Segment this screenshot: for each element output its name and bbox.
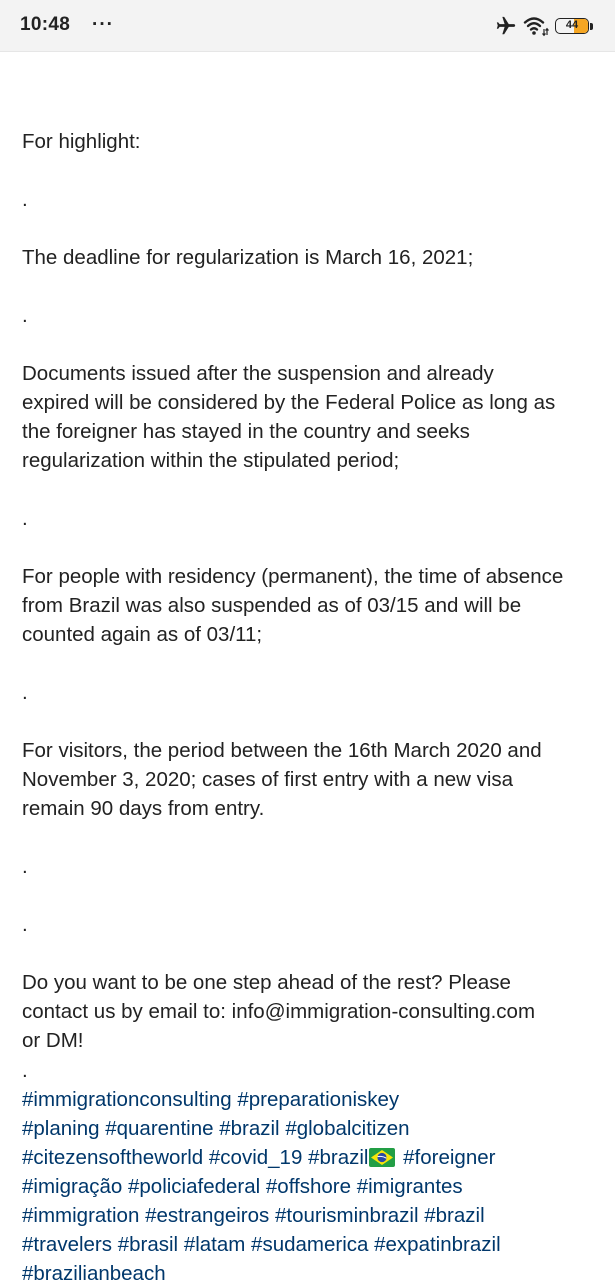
hashtag-link[interactable]: #imigrantes — [356, 1175, 463, 1198]
hashtag-link[interactable]: #globalcitizen — [285, 1117, 410, 1140]
hashtag-line — [22, 1085, 597, 1114]
brazil-flag-icon — [369, 1148, 395, 1167]
hashtag-link[interactable]: #sudamerica — [251, 1233, 369, 1256]
hashtag-link[interactable]: #imigração — [22, 1175, 123, 1198]
caption-line: or DM! — [22, 1029, 84, 1052]
hashtag-link[interactable]: #immigrationconsulting — [22, 1088, 232, 1111]
hashtag-line — [22, 1114, 597, 1143]
caption-line: November 3, 2020; cases of first entry with a new visa — [22, 768, 514, 791]
hashtag-line — [22, 1230, 597, 1259]
separator-dot: . — [22, 855, 28, 878]
battery-level: 44 — [565, 19, 579, 31]
separator-dot: . — [22, 681, 28, 704]
more-notifications-icon: ··· — [92, 14, 114, 35]
caption-line: For highlight: — [22, 130, 141, 153]
caption-line: The deadline for regularization is March 16, 2021; — [22, 246, 474, 269]
hashtag-link[interactable]: #policiafederal — [127, 1175, 261, 1198]
hashtag-link[interactable]: #covid_19 — [208, 1146, 303, 1169]
hashtag-link[interactable]: #preparationiskey — [237, 1088, 400, 1111]
hashtag-line — [22, 1259, 597, 1288]
hashtag-link[interactable]: #latam — [183, 1233, 246, 1256]
separator-dot: . — [22, 913, 28, 936]
hashtag-link[interactable]: #brazil — [424, 1204, 485, 1227]
caption-line: expired will be considered by the Federal Police as long as — [22, 391, 556, 414]
hashtag-line — [22, 1172, 597, 1201]
battery-icon — [555, 18, 589, 34]
hashtag-link[interactable]: #citezensoftheworld — [22, 1146, 204, 1169]
caption-line: Do you want to be one step ahead of the rest? Please — [22, 971, 511, 994]
separator-dot: . — [22, 188, 28, 211]
status-time: 10:48 — [20, 14, 71, 35]
airplane-icon — [495, 15, 517, 37]
hashtag-link[interactable]: #foreigner — [403, 1146, 496, 1169]
hashtag-link[interactable]: #brasil — [117, 1233, 179, 1256]
hashtag-link[interactable]: #brazilianbeach — [22, 1262, 166, 1285]
separator-dot: . — [22, 507, 28, 530]
caption-line: from Brazil was also suspended as of 03/15 and will be — [22, 594, 522, 617]
caption-line: the foreigner has stayed in the country and seeks — [22, 420, 470, 443]
wifi-icon — [523, 15, 549, 37]
caption-line: remain 90 days from entry. — [22, 797, 265, 820]
status-bar — [0, 0, 615, 52]
hashtag-link[interactable]: #brazil — [219, 1117, 280, 1140]
hashtag-link[interactable]: #planing — [22, 1117, 100, 1140]
hashtag-block — [22, 1085, 597, 1288]
hashtag-link[interactable]: #expatinbrazil — [374, 1233, 501, 1256]
hashtag-link[interactable]: #travelers — [22, 1233, 113, 1256]
separator-dot: . — [22, 1059, 28, 1082]
status-icons — [495, 13, 593, 39]
battery-nub — [590, 23, 593, 30]
hashtag-link[interactable]: #brazil — [308, 1146, 369, 1169]
hashtag-link[interactable]: #immigration — [22, 1204, 140, 1227]
hashtag-link[interactable]: #quarentine — [105, 1117, 214, 1140]
hashtag-link[interactable]: #offshore — [265, 1175, 351, 1198]
hashtag-link[interactable]: #estrangeiros — [145, 1204, 270, 1227]
caption-line: counted again as of 03/11; — [22, 623, 263, 646]
caption-line: Documents issued after the suspension and already — [22, 362, 494, 385]
caption-line: contact us by email to: info@immigration-consulting.com — [22, 1000, 536, 1023]
separator-dot: . — [22, 304, 28, 327]
caption-line: For people with residency (permanent), the time of absence — [22, 565, 564, 588]
hashtag-line — [22, 1201, 597, 1230]
hashtag-line — [22, 1143, 597, 1172]
hashtag-link[interactable]: #tourisminbrazil — [274, 1204, 419, 1227]
caption-line: regularization within the stipulated period; — [22, 449, 400, 472]
caption-line: For visitors, the period between the 16th March 2020 and — [22, 739, 542, 762]
